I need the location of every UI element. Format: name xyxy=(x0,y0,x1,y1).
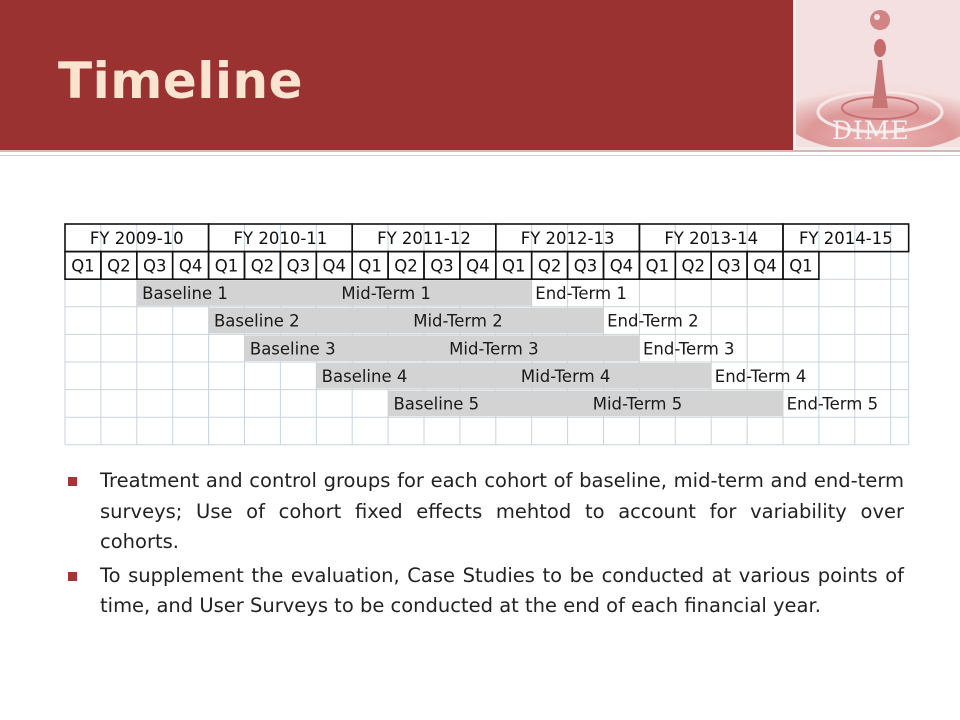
fiscal-year-label: FY 2012-13 xyxy=(520,228,615,248)
baseline-label: Baseline 1 xyxy=(142,284,228,304)
endterm-label: End-Term 1 xyxy=(535,284,627,304)
endterm-label: End-Term 2 xyxy=(607,311,699,331)
baseline-label: Baseline 5 xyxy=(393,394,480,414)
fiscal-year-label: FY 2011-12 xyxy=(377,228,471,248)
bullet-item xyxy=(62,561,904,622)
fiscal-year-label: FY 2010-11 xyxy=(233,228,328,248)
quarter-label: Q4 xyxy=(466,256,490,276)
quarter-label: Q4 xyxy=(753,256,777,276)
quarter-label: Q1 xyxy=(645,256,670,276)
quarter-label: Q3 xyxy=(143,256,167,276)
bullet-list xyxy=(62,466,904,625)
baseline-label: Baseline 2 xyxy=(213,311,300,331)
quarter-label: Q4 xyxy=(322,256,346,276)
quarter-label: Q3 xyxy=(573,256,598,276)
fiscal-year-label: FY 2013-14 xyxy=(664,228,759,248)
bullet-text: Treatment and control groups for each cohort of baseline, mid-term and end-term surveys; Use of cohort fixed effects mehtod to account for variability over cohorts. xyxy=(100,469,904,553)
midterm-label: Mid-Term 2 xyxy=(413,311,503,331)
endterm-label: End-Term 5 xyxy=(786,394,879,414)
bullet-text: To supplement the evaluation, Case Studies to be conducted at various points of time, and User Surveys to be conducted at the end of each financial year. xyxy=(100,563,904,617)
quarter-label: Q1 xyxy=(71,256,95,276)
quarter-label: Q1 xyxy=(789,256,813,276)
bullet-item xyxy=(62,466,904,558)
square-bullet-icon xyxy=(68,572,77,581)
quarter-label: Q2 xyxy=(394,256,418,276)
baseline-label: Baseline 4 xyxy=(321,366,408,386)
quarter-label: Q1 xyxy=(214,256,239,276)
quarter-label: Q2 xyxy=(681,256,705,276)
quarter-label: Q2 xyxy=(107,256,131,276)
quarter-label: Q4 xyxy=(609,256,634,276)
midterm-label: Mid-Term 5 xyxy=(592,394,683,414)
timeline-header xyxy=(65,224,909,279)
quarter-label: Q2 xyxy=(537,256,562,276)
fiscal-year-label: FY 2014-15 xyxy=(798,228,893,248)
quarter-label: Q1 xyxy=(502,256,526,276)
logo-text: DIME xyxy=(832,116,910,145)
quarter-label: Q3 xyxy=(286,256,311,276)
quarter-label: Q4 xyxy=(178,256,203,276)
square-bullet-icon xyxy=(68,477,77,486)
baseline-label: Baseline 3 xyxy=(249,339,336,359)
quarter-label: Q2 xyxy=(250,256,275,276)
midterm-label: Mid-Term 1 xyxy=(341,284,431,304)
quarter-label: Q1 xyxy=(358,256,382,276)
fiscal-year-label: FY 2009-10 xyxy=(89,228,184,248)
slide-title: Timeline xyxy=(58,52,304,110)
midterm-label: Mid-Term 4 xyxy=(520,366,611,386)
quarter-label: Q3 xyxy=(430,256,454,276)
quarter-label: Q3 xyxy=(717,256,741,276)
endterm-label: End-Term 4 xyxy=(714,366,807,386)
midterm-label: Mid-Term 3 xyxy=(449,339,539,359)
endterm-label: End-Term 3 xyxy=(642,339,735,359)
